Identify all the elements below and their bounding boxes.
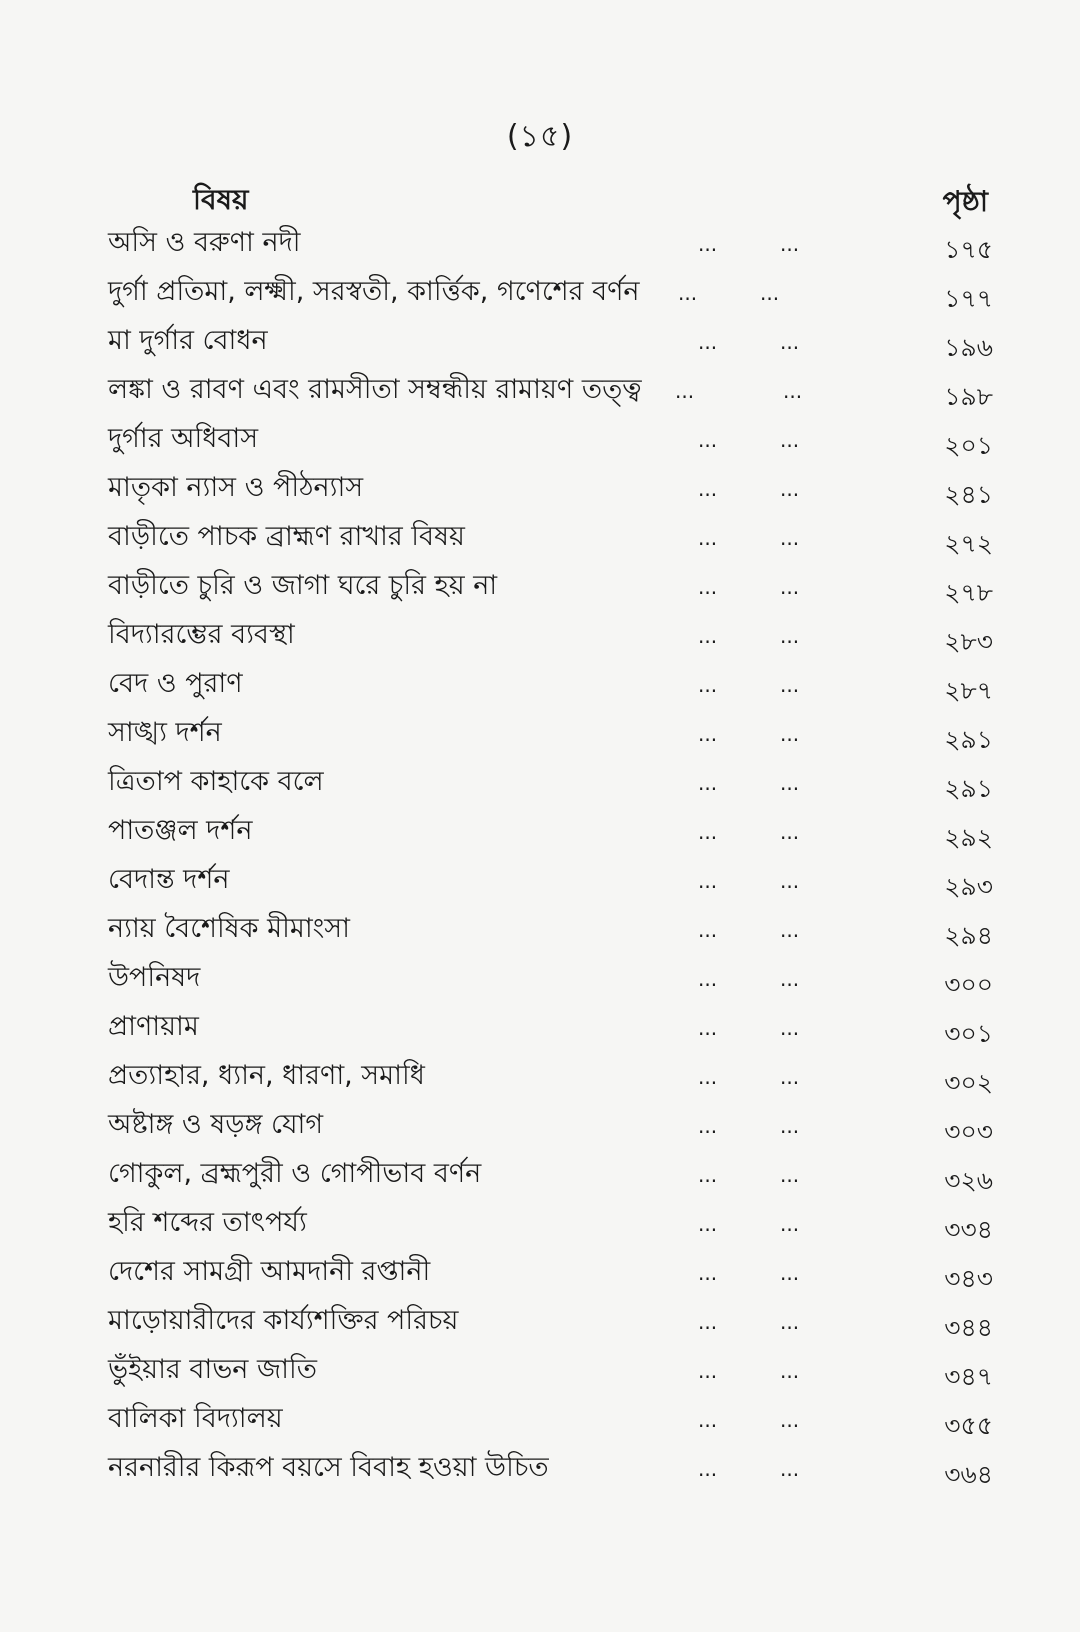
- toc-entry-title: দেশের সামগ্রী আমদানী রপ্তানী: [108, 1256, 431, 1287]
- dot-leader: ...: [780, 428, 800, 452]
- toc-entry-page: ৩২৬: [944, 1166, 993, 1195]
- toc-entry-title: প্রাণায়াম: [108, 1011, 199, 1042]
- dot-leader: ...: [698, 673, 718, 697]
- dot-leader: ...: [780, 1310, 800, 1334]
- toc-entry-page: ১৯৮: [944, 382, 993, 411]
- toc-entry: [108, 1398, 993, 1447]
- dot-leader: ...: [780, 232, 800, 256]
- toc-entry: [108, 1300, 993, 1349]
- toc-entry: [108, 1447, 993, 1496]
- toc-entry-title: ন্যায় বৈশেষিক মীমাংসা: [108, 913, 350, 944]
- toc-entry-title: ভুঁইয়ার বাভন জাতি: [108, 1354, 317, 1385]
- toc-entry-page: ২৯২: [944, 823, 993, 852]
- dot-leader: ...: [780, 820, 800, 844]
- toc-entry-page: ৩০৩: [944, 1117, 993, 1146]
- dot-leader: ...: [698, 918, 718, 942]
- dot-leader: ...: [698, 232, 718, 256]
- toc-entry-title: গোকুল, ব্রহ্মপুরী ও গোপীভাব বর্ণন: [108, 1158, 482, 1189]
- toc-entry-title: মাতৃকা ন্যাস ও পীঠন্যাস: [108, 472, 364, 503]
- toc-entry-title: বাড়ীতে চুরি ও জাগা ঘরে চুরি হয় না: [108, 570, 498, 601]
- toc-entry-title: অসি ও বরুণা নদী: [108, 227, 301, 258]
- toc-entry-page: ২৮৩: [944, 627, 993, 656]
- toc-entry: [108, 761, 993, 810]
- dot-leader: ...: [780, 722, 800, 746]
- dot-leader: ...: [780, 771, 800, 795]
- toc-entry: [108, 320, 993, 369]
- toc-entry: [108, 369, 993, 418]
- toc-entry: [108, 859, 993, 908]
- toc-entry-page: ৩০০: [944, 970, 993, 999]
- subject-column-header: বিষয়: [193, 183, 249, 216]
- toc-entry-page: ২৯৪: [944, 921, 993, 950]
- toc-entry-page: ২৯১: [944, 774, 993, 803]
- toc-entry-title: ত্রিতাপ কাহাকে বলে: [108, 766, 324, 797]
- toc-entry-page: ২৭২: [944, 529, 993, 558]
- toc-entry-title: পাতঞ্জল দর্শন: [108, 815, 253, 846]
- dot-leader: ...: [780, 477, 800, 501]
- dot-leader: ...: [698, 1310, 718, 1334]
- toc-entry-title: অষ্টাঙ্গ ও ষড়ঙ্গ যোগ: [108, 1109, 324, 1140]
- dot-leader: ...: [698, 820, 718, 844]
- dot-leader: ...: [780, 575, 800, 599]
- toc-entry-title: প্রত্যাহার, ধ্যান, ধারণা, সমাধি: [108, 1060, 425, 1091]
- toc-entry-title: বাড়ীতে পাচক ব্রাহ্মণ রাখার বিষয়: [108, 521, 465, 552]
- toc-entry-page: ৩৪৩: [944, 1264, 993, 1293]
- toc-entry-page: ১৭৭: [944, 284, 993, 313]
- toc-entry-page: ২০১: [944, 431, 993, 460]
- toc-entry-title: বেদ ও পুরাণ: [108, 668, 243, 699]
- dot-leader: ...: [698, 1261, 718, 1285]
- toc-entry-page: ২৪১: [944, 480, 993, 509]
- toc-entry: [108, 271, 993, 320]
- toc-entry-page: ২৭৮: [944, 578, 993, 607]
- toc-entry-title: উপনিষদ: [108, 962, 201, 993]
- dot-leader: ...: [780, 330, 800, 354]
- toc-entry: [108, 1202, 993, 1251]
- dot-leader: ...: [698, 771, 718, 795]
- dot-leader: ...: [780, 1457, 800, 1481]
- toc-entry-title: মাড়োয়ারীদের কার্য্যশক্তির পরিচয়: [108, 1305, 459, 1336]
- toc-entry-title: লঙ্কা ও রাবণ এবং রামসীতা সম্বন্ধীয় রামায়ণ তত্ত্ব: [108, 374, 642, 405]
- toc-entry: [108, 712, 993, 761]
- page-column-header: পৃষ্ঠা: [942, 185, 988, 218]
- toc-entry: [108, 1153, 993, 1202]
- toc-entry: [108, 810, 993, 859]
- dot-leader: ...: [698, 869, 718, 893]
- toc-entry: [108, 1006, 993, 1055]
- toc-entry-page: ১৭৫: [944, 235, 993, 264]
- toc-entry-page: ৩০১: [944, 1019, 993, 1048]
- toc-entry-page: ৩৪৭: [944, 1362, 993, 1391]
- toc-entry: [108, 1349, 993, 1398]
- dot-leader: ...: [698, 967, 718, 991]
- toc-entry: [108, 418, 993, 467]
- dot-leader: ...: [698, 1065, 718, 1089]
- toc-entry: [108, 957, 993, 1006]
- dot-leader: ...: [780, 1212, 800, 1236]
- toc-entry-page: ৩৫৫: [944, 1411, 993, 1440]
- dot-leader: ...: [698, 624, 718, 648]
- toc-entry: [108, 663, 993, 712]
- toc-entry-title: দুর্গা প্রতিমা, লক্ষ্মী, সরস্বতী, কার্ত্তিক, গণেশের বর্ণন: [108, 276, 640, 307]
- toc-entry-title: দুর্গার অধিবাস: [108, 423, 259, 454]
- dot-leader: ...: [780, 918, 800, 942]
- dot-leader: ...: [780, 1065, 800, 1089]
- dot-leader: ...: [780, 526, 800, 550]
- dot-leader: ...: [780, 1261, 800, 1285]
- dot-leader: ...: [698, 1212, 718, 1236]
- toc-entry-page: ২৯১: [944, 725, 993, 754]
- toc-entry-page: ২৯৩: [944, 872, 993, 901]
- dot-leader: ...: [698, 1163, 718, 1187]
- toc-entry-page: ৩০২: [944, 1068, 993, 1097]
- dot-leader: ...: [760, 281, 780, 305]
- toc-entry: [108, 1104, 993, 1153]
- toc-entry: [108, 908, 993, 957]
- dot-leader: ...: [698, 477, 718, 501]
- toc-entry: [108, 1055, 993, 1104]
- toc-entry: [108, 467, 993, 516]
- toc-entry: [108, 222, 993, 271]
- dot-leader: ...: [698, 1359, 718, 1383]
- dot-leader: ...: [698, 1016, 718, 1040]
- dot-leader: ...: [780, 1016, 800, 1040]
- toc-entry: [108, 1251, 993, 1300]
- dot-leader: ...: [780, 624, 800, 648]
- toc-entry: [108, 516, 993, 565]
- dot-leader: ...: [698, 575, 718, 599]
- toc-entry-title: নরনারীর কিরূপ বয়সে বিবাহ হওয়া উচিত: [108, 1452, 549, 1483]
- dot-leader: ...: [698, 330, 718, 354]
- toc-entry: [108, 614, 993, 663]
- toc-entry-page: ৩৩৪: [944, 1215, 993, 1244]
- toc-entry-page: ৩৪৪: [944, 1313, 993, 1342]
- toc-entry-title: বালিকা বিদ্যালয়: [108, 1403, 283, 1434]
- dot-leader: ...: [783, 379, 803, 403]
- toc-entry-page: ১৯৬: [944, 333, 993, 362]
- page-number: (১৫): [506, 119, 574, 154]
- toc-entry-title: বেদান্ত দর্শন: [108, 864, 230, 895]
- dot-leader: ...: [698, 526, 718, 550]
- dot-leader: ...: [780, 869, 800, 893]
- toc-entry-title: মা দুর্গার বোধন: [108, 325, 268, 356]
- toc-entry-title: সাঙ্খ্য দর্শন: [108, 717, 222, 748]
- toc-entry: [108, 565, 993, 614]
- dot-leader: ...: [675, 379, 695, 403]
- table-of-contents: [108, 222, 993, 1496]
- dot-leader: ...: [780, 967, 800, 991]
- dot-leader: ...: [780, 1359, 800, 1383]
- dot-leader: ...: [780, 1408, 800, 1432]
- dot-leader: ...: [698, 1114, 718, 1138]
- dot-leader: ...: [698, 1408, 718, 1432]
- dot-leader: ...: [698, 428, 718, 452]
- dot-leader: ...: [780, 1163, 800, 1187]
- dot-leader: ...: [678, 281, 698, 305]
- toc-entry-page: ২৮৭: [944, 676, 993, 705]
- dot-leader: ...: [698, 722, 718, 746]
- dot-leader: ...: [780, 1114, 800, 1138]
- toc-entry-title: হরি শব্দের তাৎপর্য্য: [108, 1207, 307, 1238]
- dot-leader: ...: [698, 1457, 718, 1481]
- toc-entry-title: বিদ্যারম্ভের ব্যবস্থা: [108, 619, 295, 650]
- toc-entry-page: ৩৬৪: [944, 1460, 993, 1489]
- dot-leader: ...: [780, 673, 800, 697]
